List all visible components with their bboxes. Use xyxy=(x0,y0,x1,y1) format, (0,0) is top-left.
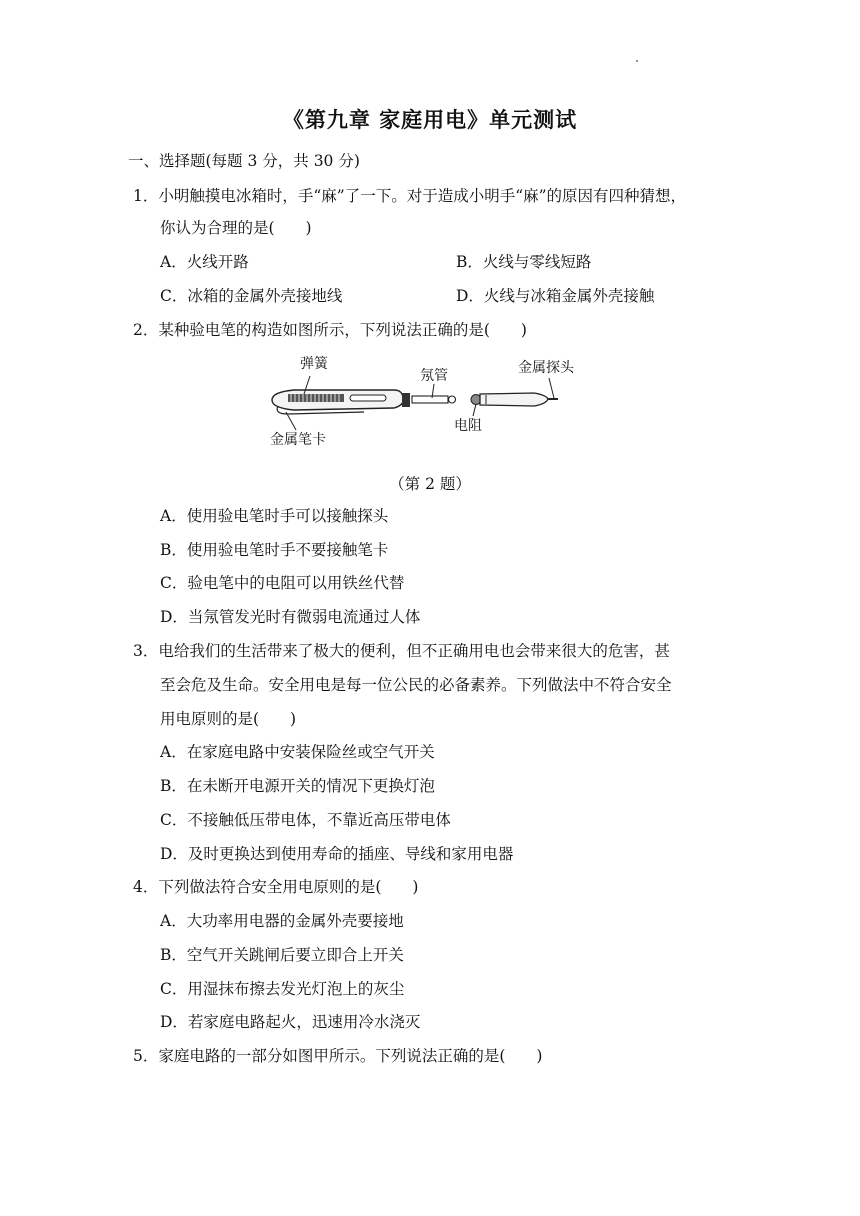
label-spring: 弹簧 xyxy=(300,356,328,372)
q1-option-c: C．冰箱的金属外壳接地线 xyxy=(160,287,343,305)
q3-option-a: A．在家庭电路中安装保险丝或空气开关 xyxy=(160,743,435,761)
q2-option-a: A．使用验电笔时手可以接触探头 xyxy=(160,507,389,525)
q3-stem-line2: 至会危及生命。安全用电是每一位公民的必备素养。下列做法中不符合安全 xyxy=(160,676,672,694)
q2-figure-caption: （第 2 题） xyxy=(389,475,471,493)
q4-stem: 4．下列做法符合安全用电原则的是( ) xyxy=(133,878,419,896)
label-resistor: 电阻 xyxy=(454,418,482,434)
q4-option-a: A．大功率用电器的金属外壳要接地 xyxy=(160,912,404,930)
q1-stem-line1: 1．小明触摸电冰箱时，手“麻”了一下。对于造成小明手“麻”的原因有四种猜想， xyxy=(133,187,687,205)
q2-option-d: D．当氖管发光时有微弱电流通过人体 xyxy=(160,608,421,626)
q4-option-b: B．空气开关跳闸后要立即合上开关 xyxy=(160,946,404,964)
test-pen-figure xyxy=(264,348,604,458)
label-neon-tube: 氖管 xyxy=(420,368,448,384)
q2-stem: 2．某种验电笔的构造如图所示，下列说法正确的是( ) xyxy=(133,321,527,339)
q3-stem-line3: 用电原则的是( ) xyxy=(160,710,297,728)
q1-option-d: D．火线与冰箱金属外壳接触 xyxy=(456,287,655,305)
q3-option-b: B．在未断开电源开关的情况下更换灯泡 xyxy=(160,777,435,795)
q2-option-c: C．验电笔中的电阻可以用铁丝代替 xyxy=(160,574,405,592)
section-heading: 一、选择题(每题 3 分，共 30 分) xyxy=(128,152,360,170)
test-pen-body-icon xyxy=(272,390,558,414)
resistor-leader-line xyxy=(473,404,476,416)
q1-option-a: A．火线开路 xyxy=(160,253,249,271)
probe-leader-line xyxy=(549,378,554,398)
q2-option-b: B．使用验电笔时手不要接触笔卡 xyxy=(160,541,389,559)
q4-option-d: D．若家庭电路起火，迅速用冷水浇灭 xyxy=(160,1013,421,1031)
q3-stem-line1: 3．电给我们的生活带来了极大的便利，但不正确用电也会带来很大的危害，甚 xyxy=(133,642,670,660)
q1-option-b: B．火线与零线短路 xyxy=(456,253,592,271)
clip-leader-line xyxy=(286,412,296,430)
q3-option-c: C．不接触低压带电体，不靠近高压带电体 xyxy=(160,811,451,829)
label-metal-probe: 金属探头 xyxy=(518,360,574,376)
q1-stem-line2: 你认为合理的是( ) xyxy=(160,219,312,237)
label-metal-clip: 金属笔卡 xyxy=(270,432,326,448)
q4-option-c: C．用湿抹布擦去发光灯泡上的灰尘 xyxy=(160,980,405,998)
q5-stem: 5．家庭电路的一部分如图甲所示。下列说法正确的是( ) xyxy=(133,1047,543,1065)
page-title: 《第九章 家庭用电》单元测试 xyxy=(282,107,578,132)
page-dot-mark xyxy=(636,60,638,62)
q3-option-d: D．及时更换达到使用寿命的插座、导线和家用电器 xyxy=(160,845,514,863)
